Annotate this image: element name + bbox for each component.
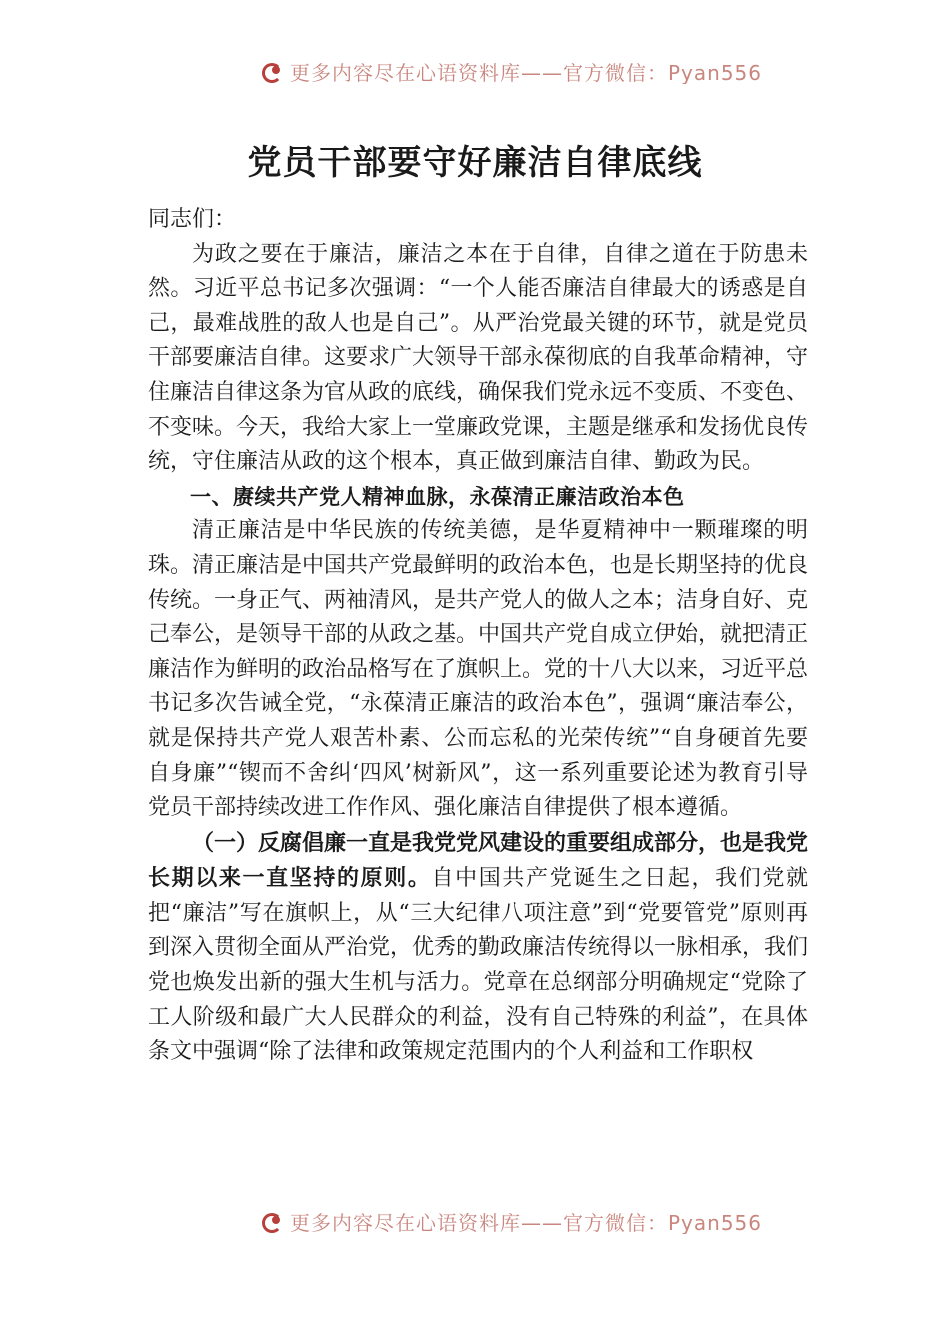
watermark-bottom: [260, 1208, 762, 1234]
intro-paragraph: 为政之要在于廉洁，廉洁之本在于自律，自律之道在于防患未然。习近平总书记多次强调：“一个人能否廉洁自律最大的诱惑是自己，最难战胜的敌人也是自己”。从严治党最关键的环节，就是党员干部要廉洁自律。这要求广大领导干部永葆彻底的自我革命精神，守住廉洁自律这条为官从政的底线，确保我们党永远不变质、不变色、不变味。今天，我给大家上一堂廉政党课，主题是继承和发扬优良传统，守住廉洁从政的这个根本，真正做到廉洁自律、勤政为民。: [148, 241, 809, 475]
watermark-text: 更多内容尽在心语资料库——官方微信：Pyan556: [290, 1210, 763, 1234]
subsection-1-paragraph: [148, 826, 808, 1070]
subsection-1-lead: （一）反腐倡廉一直是我党党风建设的重要组成部分，也是我党长期以来一直坚持的原则。: [148, 829, 809, 892]
subsection-1-body: 自中国共产党诞生之日起，我们党就把“廉洁”写在旗帜上，从“三大纪律八项注意”到“党要管党”原则再到深入贯彻全面从严治党，优秀的勤政廉洁传统得以一脉相承，我们党也焕发出新的强大生机与活力。党章在总纲部分明确规定“党除了工人阶级和最广大人民群众的利益，没有自己特殊的利益”，在具体条文中强调“除了法律和政策规定范围内的个人利益和工作职权: [148, 866, 809, 1065]
document-body: [148, 203, 808, 1070]
document-title: 党员干部要守好廉洁自律底线: [247, 143, 703, 183]
watermark-top: [260, 58, 762, 84]
logo-icon: [260, 60, 284, 82]
section-1-paragraph: 清正廉洁是中华民族的传统美德，是华夏精神中一颗璀璨的明珠。清正廉洁是中国共产党最鲜明的政治本色，也是长期坚持的优良传统。一身正气、两袖清风，是共产党人的做人之本；洁身自好、克己奉公，是领导干部的从政之基。中国共产党自成立伊始，就把清正廉洁作为鲜明的政治品格写在了旗帜上。党的十八大以来，习近平总书记多次告诫全党，“永葆清正廉洁的政治本色”，强调“廉洁奉公，就是保持共产党人艰苦朴素、公而忘私的光荣传统”“自身硬首先要自身廉”“锲而不舍纠‘四风’树新风”，这一系列重要论述为教育引导党员干部持续改进工作作风、强化廉洁自律提供了根本遵循。: [148, 518, 809, 821]
section-heading-1: 一、赓续共产党人精神血脉，永葆清正廉洁政治本色: [190, 484, 685, 509]
watermark-text: 更多内容尽在心语资料库——官方微信：Pyan556: [290, 60, 763, 84]
logo-icon: [260, 1210, 284, 1232]
salutation: 同志们：: [148, 207, 237, 232]
